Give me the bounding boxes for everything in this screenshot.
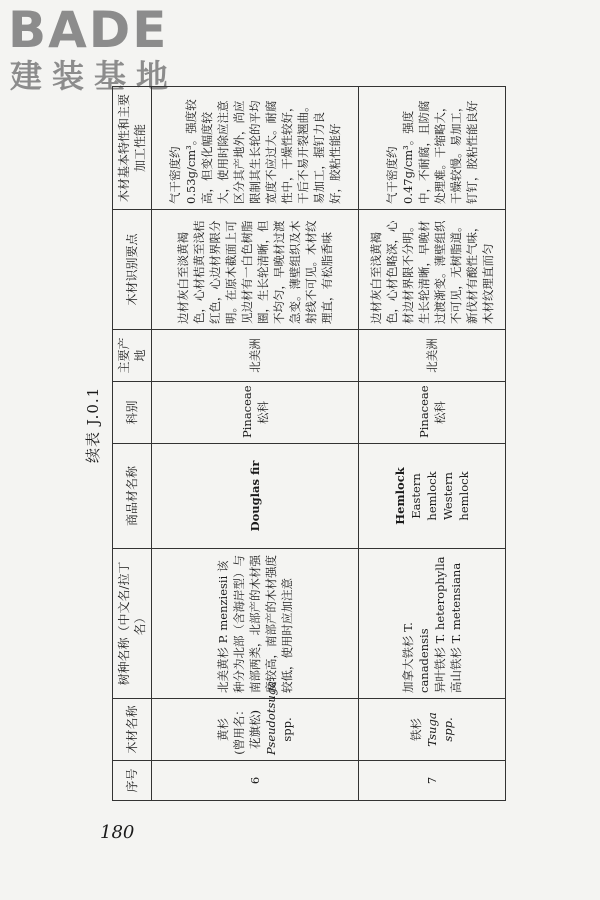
trade-name [359, 444, 506, 549]
origin: 北美洲 [152, 330, 359, 382]
trade-name-line: Douglas fir [248, 460, 262, 532]
header-row [113, 87, 152, 801]
trade-name [152, 444, 359, 549]
timber-name-line: 花旗松) [248, 710, 262, 749]
origin: 北美洲 [359, 330, 506, 382]
family [359, 382, 506, 444]
table-row [152, 87, 359, 801]
header-identification: 木材识别要点 [113, 210, 152, 330]
timber-name-line: Pseudotsuga [264, 681, 278, 755]
timber-name [152, 681, 359, 761]
family-line: 松科 [256, 401, 270, 424]
timber-name-line: (曾用名： [232, 704, 246, 755]
header-no: 序号 [113, 761, 152, 801]
family-line: 松科 [433, 401, 447, 424]
timber-name-line: Tsuga spp. [425, 712, 455, 747]
header-origin: 主要产地 [113, 330, 152, 382]
identification: 边材灰白至淡黄褐色，心材桔黄至浅桔红色，心边材界限分明。在原木截面上可见边材有一白色树脂圈，生长轮清晰，但不均匀，早晚材过渡急变。薄壁组织及木射线不可见。木材纹理直，有松脂香味 [152, 210, 359, 330]
table-caption: 续表 J.0.1 [84, 386, 102, 463]
family-line: Pinaceae [240, 385, 254, 438]
logo-wordmark: BADE [8, 1, 169, 59]
header-family: 科别 [113, 382, 152, 444]
species-line: 高山铁杉 T. metensiana [449, 562, 463, 693]
row-no: 7 [359, 761, 506, 801]
trade-name-line: Hemlock [393, 467, 407, 525]
species-name: 北美黄杉 P. menziesii 该种分为北部（含海岸型）与南部两类，北部产的木材强度较高，南部产的木材强度较低，使用时应加注意 [152, 549, 359, 699]
species-name [359, 549, 506, 699]
timber-table [112, 86, 506, 801]
page-number: 180 [100, 822, 135, 843]
header-species: 树种名称（中文名/拉丁名） [113, 549, 152, 699]
family [152, 382, 359, 444]
species-line: 异叶铁杉 T. heterophylla [433, 556, 447, 693]
header-properties: 木材基本特性和主要加工性能 [113, 87, 152, 210]
rotated-page [80, 83, 500, 803]
properties: 气干密度约0.47g/cm³。强度中，不耐腐，且防腐处理难。干缩略大，干燥较慢。易加工，钉钉，胶粘性能良好 [359, 87, 506, 210]
timber-name-line: 铁杉 [409, 718, 423, 741]
species-line: 加拿大铁杉 T. canadensis [401, 622, 431, 693]
timber-name-line: 黄杉 [216, 718, 230, 741]
family-line: Pinaceae [417, 385, 431, 438]
header-trade: 商品材名称 [113, 444, 152, 549]
row-no: 6 [152, 761, 359, 801]
trade-name-line: Western hemlock [441, 471, 471, 521]
table-row [359, 87, 506, 801]
properties: 气干密度约0.53g/cm³。强度较高，但变化幅度较大，使用时除应注意区分其产地外，尚应限制其生长轮的平均宽度不应过大。耐腐性中，干燥性较好，干后不易开裂翘曲。易加工，握钉力良好，胶粘性能好 [152, 87, 359, 210]
logo-subtitle: 建装基地 [10, 57, 179, 95]
timber-name-line: spp. [280, 717, 294, 742]
header-timber: 木材名称 [113, 699, 152, 761]
identification: 边材灰白至浅黄褐色，心材色略深，心材边材界限不分明。生长轮清晰，早晚材过渡渐变。薄壁组织不可见，无树脂道。新伐材有酸性气味，木材纹理直而匀 [359, 210, 506, 330]
trade-name-line: Eastern hemlock [409, 471, 439, 521]
timber-name [359, 699, 506, 761]
